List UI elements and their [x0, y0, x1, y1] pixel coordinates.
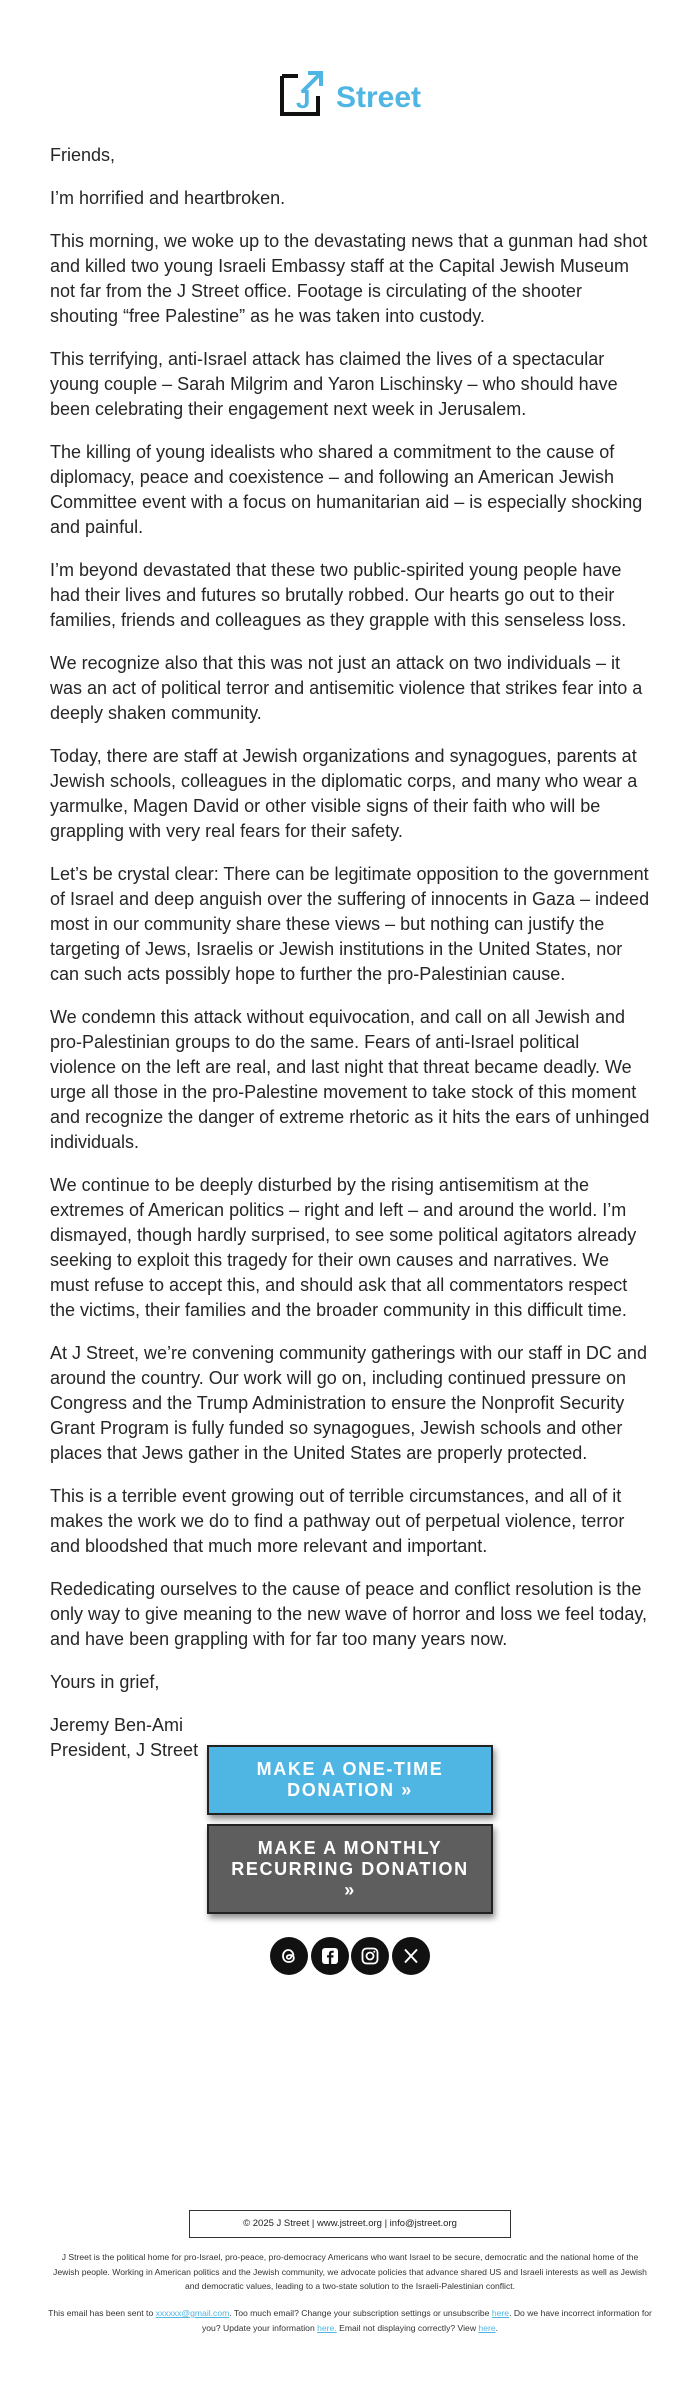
about-text: J Street is the political home for pro-Israel, pro-peace, pro-democracy Americans who want Israel to be secure, democratic and the national home of the Jewish people. Working in American politics and the Jewish community, we advocate policies that advance shared US and Israeli interests as well as Jewish and democratic values, leading to a two-state solution to the Israeli-Palestinian conflict. — [53, 2252, 647, 2291]
closing: Yours in grief, — [50, 1672, 160, 1692]
social-links — [270, 1937, 430, 1977]
facebook-link[interactable] — [311, 1937, 349, 1975]
letter-paragraph: This terrifying, anti-Israel attack has claimed the lives of a spectacular young couple – Sarah Milgrim and Yaron Lischinsky – who should have been celebrating their engagement next week in Jerusalem. — [50, 349, 618, 419]
letter-paragraph: At J Street, we’re convening community gatherings with our staff in DC and around the country. Our work will go on, including continued pressure on Congress and the Trump Administration to ensure the Nonprofit Security Grant Program is fully funded so synagogues, Jewish schools and other places that Jews gather in the United States are properly protected. — [50, 1343, 647, 1463]
notice-text: This email has been sent to — [48, 2308, 156, 2318]
j-street-logo[interactable] — [278, 70, 428, 118]
letter-paragraph: Today, there are staff at Jewish organizations and synagogues, parents at Jewish schools, colleagues in the diplomatic corps, and many who wear a yarmulke, Magen David or other visible signs of their faith who will be grappling with very real fears for their safety. — [50, 746, 638, 841]
letter-paragraph: I’m horrified and heartbroken. — [50, 188, 286, 208]
letter-body — [50, 143, 650, 1763]
letter-paragraph: The killing of young idealists who shared a commitment to the cause of diplomacy, peace and coexistence – and following an American Jewish Committee event with a focus on humanitarian aid – is especially shocking and painful. — [50, 442, 643, 537]
letter-paragraph: We condemn this attack without equivocation, and call on all Jewish and pro-Palestinian groups to do the same. Fears of anti-Israel political violence on the left are real, and last night that threat became deadly. We urge all those in the pro-Palestine movement to take stock of this moment and recognize the danger of extreme rhetoric as it hits the ears of unhinged individuals. — [50, 1007, 650, 1152]
one-time-donation-button[interactable]: MAKE A ONE-TIME DONATION » — [207, 1745, 493, 1815]
update-info-link[interactable]: here. — [317, 2322, 337, 2333]
monthly-donation-button[interactable]: MAKE A MONTHLY RECURRING DONATION » — [207, 1824, 493, 1914]
copyright-box: © 2025 J Street | www.jstreet.org | info@jstreet.org — [189, 2210, 511, 2238]
letter-paragraph: Let’s be crystal clear: There can be legitimate opposition to the government of Israel and deep anguish over the suffering of innocents in Gaza – indeed most in our community share these views – but nothing can justify the targeting of Jews, Israelis or Jewish institutions in the United States, nor can such acts possibly hope to further the pro-Palestinian cause. — [50, 864, 650, 984]
letter-paragraph: This is a terrible event growing out of terrible circumstances, and all of it makes the work we do to find a pathway out of perpetual violence, terror and bloodshed that much more relevant and important. — [50, 1486, 625, 1556]
letter-paragraph: I’m beyond devastated that these two public-spirited young people have had their lives and futures so brutally robbed. Our hearts go out to their families, friends and colleagues as they grapple with this senseless loss. — [50, 560, 627, 630]
email-address-link[interactable]: xxxxxx@gmail.com — [155, 2308, 230, 2318]
signer-name: Jeremy Ben-Ami — [50, 1715, 184, 1735]
logo-wordmark: Street — [336, 81, 422, 114]
view-online-link[interactable]: here — [478, 2322, 496, 2333]
x-icon — [400, 1945, 422, 1967]
facebook-icon — [319, 1945, 341, 1967]
threads-icon — [278, 1945, 300, 1967]
letter-paragraph: Friends, — [50, 145, 116, 165]
threads-link[interactable] — [270, 1937, 308, 1975]
letter-paragraph: We continue to be deeply disturbed by the rising antisemitism at the extremes of American politics – right and left – and around the world. I’m dismayed, though hardly surprised, to see some political agitators already seeking to exploit this tragedy for their own causes and narratives. We must refuse to accept this, and should ask that all commentators respect the victims, their families and the broader community in this difficult time. — [50, 1175, 637, 1320]
x-link[interactable] — [392, 1937, 430, 1975]
instagram-link[interactable] — [351, 1937, 389, 1975]
notice-text: . — [495, 2322, 499, 2333]
letter-paragraph: Rededicating ourselves to the cause of peace and conflict resolution is the only way to give meaning to the new wave of horror and loss we feel today, and have been grappling with for far too many years now. — [50, 1579, 647, 1649]
notice-text: . Too much email? Change your subscription settings or unsubscribe — [229, 2308, 492, 2318]
logo-letter: J — [296, 84, 311, 114]
letter-paragraph: We recognize also that this was not just an attack on two individuals – it was an act of political terror and antisemitic violence that strikes fear into a deeply shaken community. — [50, 653, 643, 723]
instagram-icon — [359, 1945, 381, 1967]
notice-text: . Do we have incorrect information for you? Update your information — [201, 2308, 652, 2333]
email-notice — [48, 2306, 652, 2335]
notice-text: Email not displaying correctly? View — [336, 2322, 479, 2333]
signer-title: President, J Street — [50, 1740, 199, 1760]
unsubscribe-link[interactable]: here — [491, 2308, 510, 2318]
letter-paragraph: This morning, we woke up to the devastating news that a gunman had shot and killed two young Israeli Embassy staff at the Capital Jewish Museum not far from the J Street office. Footage is circulating of the shooter shouting “free Palestine” as he was taken into custody. — [50, 231, 648, 326]
